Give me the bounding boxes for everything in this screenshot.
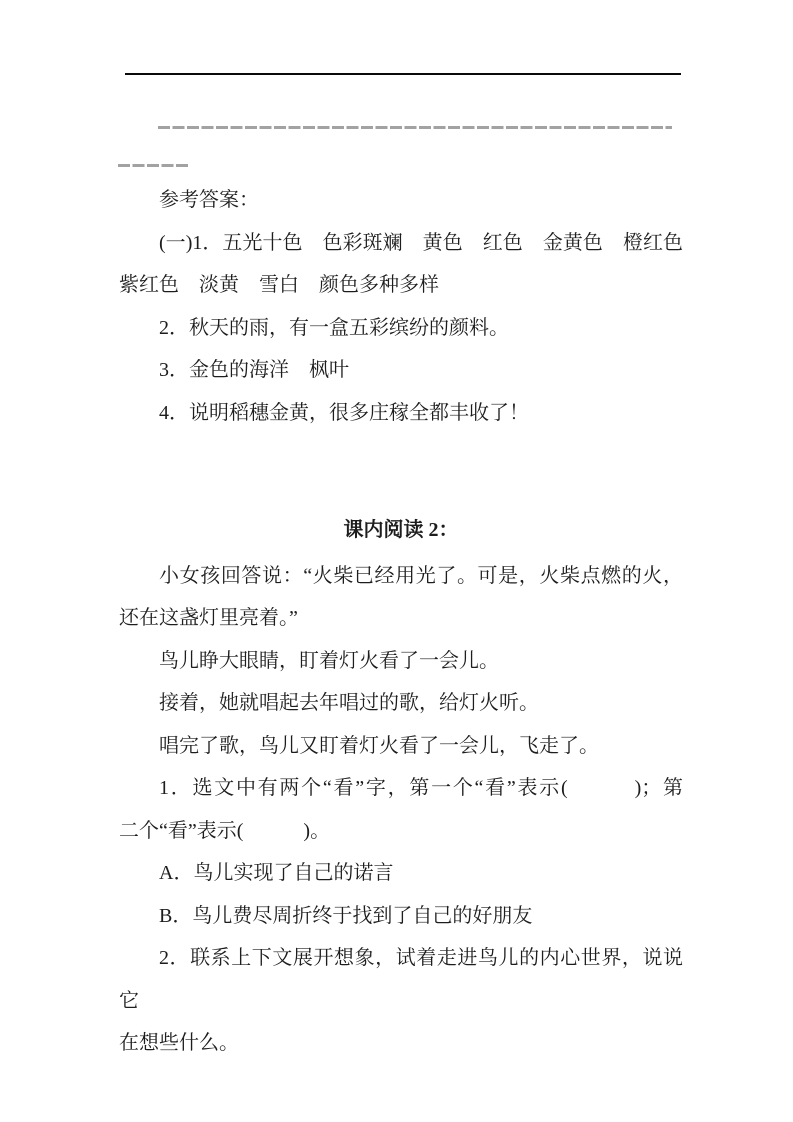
document-body [119, 179, 683, 1065]
question-2-line-continued: 在想些什么。 [119, 1032, 239, 1054]
question-1-option-a: A．鸟儿实现了自己的诺言 [159, 862, 394, 884]
passage-line-1-continued: 还在这盏灯里亮着。” [119, 607, 298, 629]
answer-blank-line-long [158, 126, 672, 129]
answer-blank-line-short [118, 164, 190, 167]
passage-line-1: 小女孩回答说：“火柴已经用光了。可是，火柴点燃的火， [159, 564, 683, 587]
passage-line-2: 鸟儿睁大眼睛，盯着灯火看了一会儿。 [159, 649, 499, 672]
answer-key-title: 参考答案： [159, 189, 259, 211]
horizontal-rule [125, 73, 681, 75]
answer-key-line-1: (一)1．五光十色 色彩斑斓 黄色 红色 金黄色 橙红色 [159, 231, 683, 254]
passage-line-4: 唱完了歌，鸟儿又盯着灯火看了一会儿，飞走了。 [159, 734, 599, 757]
question-2-line: 2．联系上下文展开想象，试着走进鸟儿的内心世界，说说它 [119, 947, 683, 1012]
answer-key-line-2: 2．秋天的雨，有一盒五彩缤纷的颜料。 [159, 316, 509, 339]
passage-line-3: 接着，她就唱起去年唱过的歌，给灯火听。 [159, 692, 539, 714]
question-1-line: 1．选文中有两个“看”字，第一个“看”表示( )；第 [159, 777, 683, 799]
answer-key-line-3: 3．金色的海洋 枫叶 [159, 359, 349, 381]
reading-section-heading: 课内阅读 2： [343, 519, 459, 541]
answer-key-line-1-continued: 紫红色 淡黄 雪白 颜色多种多样 [119, 274, 439, 296]
question-1-option-b: B．鸟儿费尽周折终于找到了自己的好朋友 [159, 904, 533, 927]
answer-key-line-4: 4．说明稻穗金黄，很多庄稼全都丰收了！ [159, 401, 529, 424]
question-1-line-continued: 二个“看”表示( )。 [119, 819, 331, 842]
